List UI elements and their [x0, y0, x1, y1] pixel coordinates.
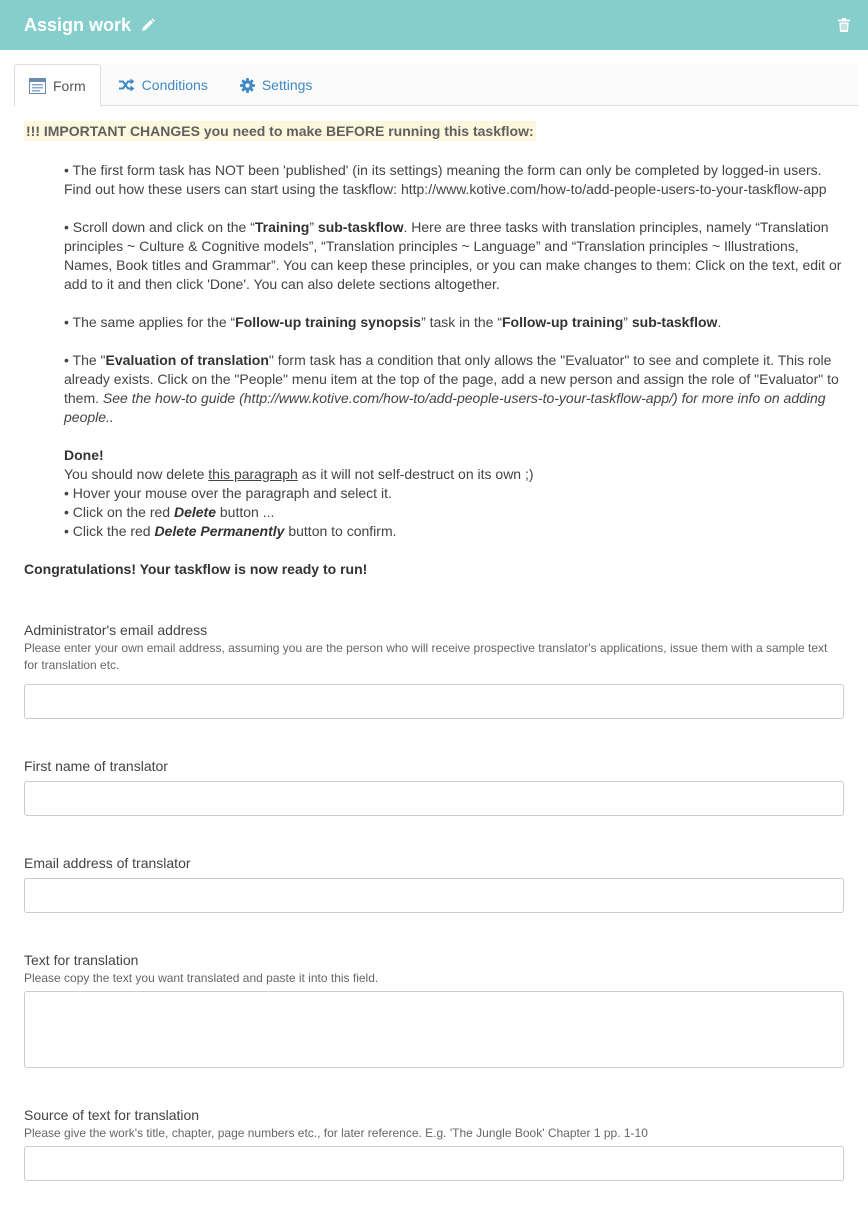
- pencil-icon[interactable]: [141, 18, 155, 32]
- done-section: [64, 446, 844, 541]
- done-line-1: You should now delete this paragraph as it will not self-destruct on its own ;): [64, 466, 534, 482]
- form-icon: [29, 78, 46, 94]
- field-text-for-translation: [24, 952, 844, 1068]
- header-left: [24, 15, 155, 36]
- source-label: Source of text for translation: [24, 1107, 200, 1123]
- tab-form[interactable]: [14, 64, 101, 107]
- field-admin-email: [24, 622, 844, 719]
- tab-bar: [14, 64, 858, 106]
- field-first-name: [24, 758, 844, 816]
- page-title: Assign work: [24, 14, 132, 35]
- admin-email-label: Administrator's email address: [24, 622, 208, 638]
- gear-icon: [240, 78, 255, 93]
- tab-conditions[interactable]: [105, 64, 222, 106]
- done-line-2: • Hover your mouse over the paragraph and select it.: [64, 485, 392, 501]
- trash-icon[interactable]: [838, 18, 850, 32]
- translator-email-input[interactable]: [24, 878, 844, 913]
- shuffle-icon: [119, 78, 135, 92]
- done-line-3: • Click on the red Delete button ...: [64, 504, 275, 520]
- source-input[interactable]: [24, 1146, 844, 1181]
- translator-email-label: Email address of translator: [24, 855, 191, 871]
- first-name-input[interactable]: [24, 781, 844, 816]
- done-line-4: • Click the red Delete Permanently button to confirm.: [64, 523, 397, 539]
- admin-email-help: Please enter your own email address, assuming you are the person who will receive prospective translator's applications, issue them with a sample text for translation etc.: [24, 641, 828, 672]
- instruction-publish: • The first form task has NOT been 'published' (in its settings) meaning the form can only be completed by logged-in users. Find out how these users can start using the taskflow: http://www.kotive.com/how-to/add-people-users-to-your-taskflow-app: [64, 162, 827, 197]
- page-header: [0, 0, 868, 50]
- tab-conditions-label: Conditions: [141, 77, 208, 93]
- done-title: Done!: [64, 447, 104, 463]
- tab-settings[interactable]: [226, 64, 327, 106]
- text-for-translation-help: Please copy the text you want translated and paste it into this field.: [24, 971, 379, 985]
- first-name-label: First name of translator: [24, 758, 168, 774]
- important-notice: !!! IMPORTANT CHANGES you need to make BEFORE running this taskflow:: [26, 123, 534, 139]
- instructions-paragraph[interactable]: [24, 161, 844, 541]
- text-for-translation-textarea[interactable]: [24, 991, 844, 1068]
- field-source: [24, 1107, 844, 1181]
- field-translator-email: [24, 855, 844, 913]
- congrats-message: Congratulations! Your taskflow is now ready to run!: [24, 561, 368, 577]
- instruction-follow-up: • The same applies for the “Follow-up training synopsis” task in the “Follow-up training” sub-taskflow.: [64, 314, 722, 330]
- instruction-evaluation: • The "Evaluation of translation" form task has a condition that only allows the "Evaluator" to see and complete it. This role already exists. Click on the "People" menu item at the top of the page, add a new person and assign the role of "Evaluator" to them. See the how-to guide (http://www.kotive.com/how-to/add-people-users-to-your-taskflow-app/) for more info on adding people..: [64, 352, 839, 425]
- admin-email-input[interactable]: [24, 684, 844, 719]
- tab-settings-label: Settings: [261, 77, 313, 93]
- instruction-training: • Scroll down and click on the “Training” sub-taskflow. Here are three tasks with translation principles, namely “Translation principles ~ Culture & Cognitive models”, “Translation principles ~ Language” and “Translation principles ~ Illustrations, Names, Book titles and Grammar”. You can keep these principles, or you can make changes to them: Click on the text, edit or add to it and then click 'Done'. You can also delete sections altogether.: [64, 219, 842, 292]
- tab-form-label: Form: [53, 77, 86, 94]
- source-help: Please give the work's title, chapter, page numbers etc., for later reference. E.g. 'The Jungle Book' Chapter 1 pp. 1-10: [24, 1126, 648, 1140]
- form-content: [0, 106, 868, 1181]
- text-for-translation-label: Text for translation: [24, 952, 139, 968]
